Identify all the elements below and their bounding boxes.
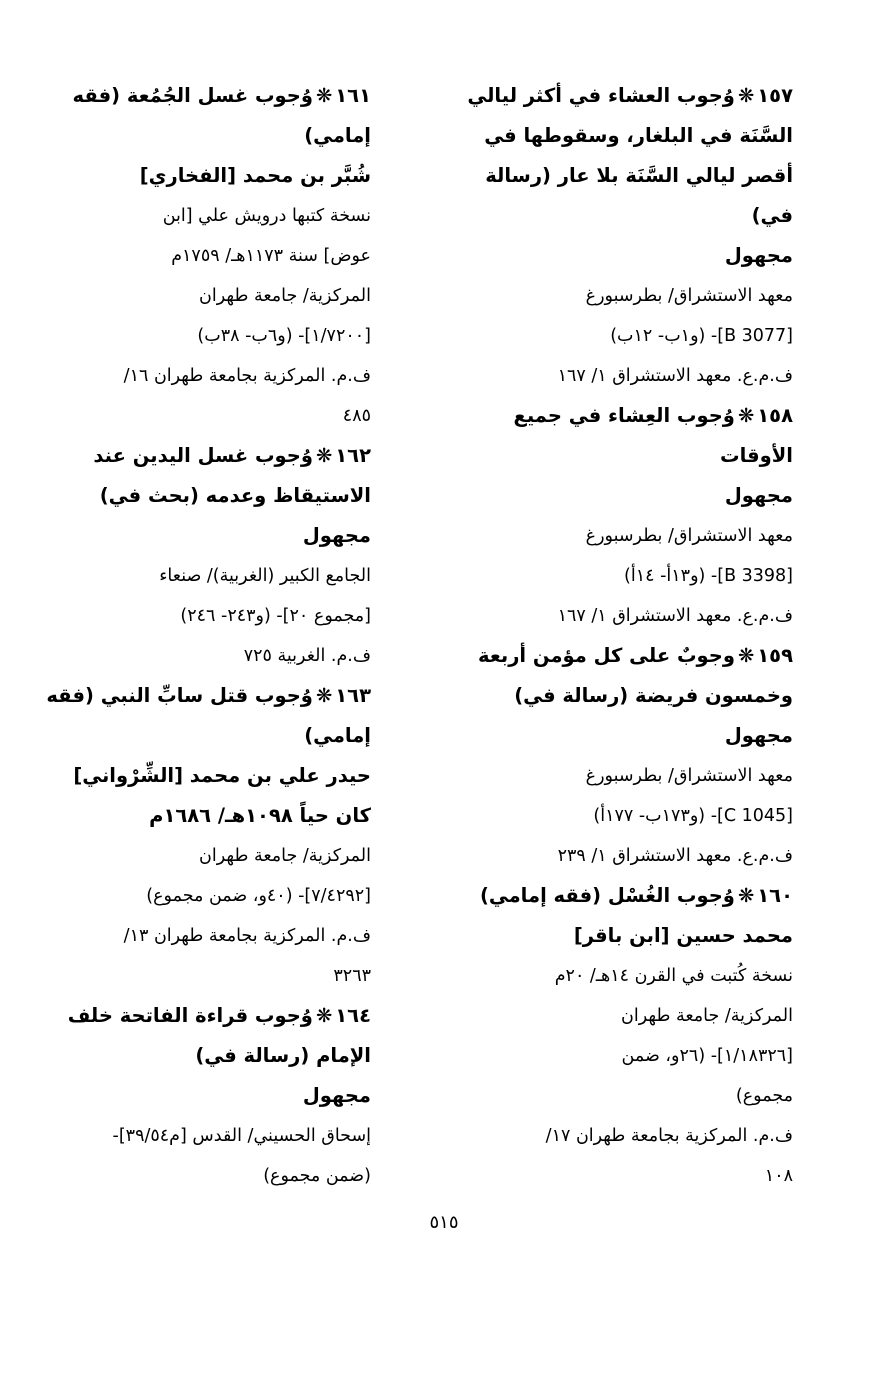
entry-detail: ٤٨٥ xyxy=(342,406,371,426)
entry-detail: [مجموع ٢٠]- (و٢٤٣- ٢٤٦) xyxy=(180,606,371,626)
entry-title-line xyxy=(453,76,793,116)
entry-title-line xyxy=(31,76,371,116)
entry-title-text: في) xyxy=(751,204,793,227)
entry-detail: المركزية/ جامعة طهران xyxy=(199,286,371,306)
entry-title-line xyxy=(453,676,793,716)
entry-title-text: الإمام (رسالة في) xyxy=(195,1044,371,1067)
entry-detail: معهد الاستشراق/ بطرسبورغ xyxy=(585,286,793,306)
entry-author: مجهول xyxy=(724,484,793,507)
entry-detail: [B 3398]- (و١٣أ- ١٤أ) xyxy=(624,566,793,586)
entry-title-text: إمامي) xyxy=(304,724,371,747)
catalog-entry xyxy=(31,76,371,436)
catalog-entry xyxy=(31,676,371,996)
entry-title-line xyxy=(453,636,793,676)
entry-detail: ف.م. الغربية ٧٢٥ xyxy=(243,646,371,666)
entry-number: ١٦٤ xyxy=(335,1004,371,1027)
star-icon: ❋ xyxy=(737,404,755,427)
entry-title-text: وُجوب العشاء في أكثر ليالي xyxy=(467,84,735,107)
entry-detail: مجموع) xyxy=(735,1086,793,1106)
entry-detail: إسحاق الحسيني/ القدس [م٣٩/٥٤]- xyxy=(112,1126,371,1146)
entry-author: محمد حسين [ابن باقر] xyxy=(573,924,793,947)
entry-detail: [C 1045]- (و١٧٣ب- ١٧٧أ) xyxy=(593,806,793,826)
entry-title-line xyxy=(453,156,793,196)
entry-title-text: وُجوب الغُسْل (فقه إمامي) xyxy=(479,884,735,907)
entry-detail: ف.م. المركزية بجامعة طهران ١٣/ xyxy=(123,926,371,946)
entry-detail: ف.م. المركزية بجامعة طهران ١٧/ xyxy=(545,1126,793,1146)
catalog-entry xyxy=(453,76,793,396)
entry-detail: الجامع الكبير (الغربية)/ صنعاء xyxy=(159,566,371,586)
entry-number: ١٥٩ xyxy=(757,644,793,667)
entry-detail: ٣٢٦٣ xyxy=(333,966,371,986)
entry-detail: المركزية/ جامعة طهران xyxy=(621,1006,793,1026)
entry-author: مجهول xyxy=(724,244,793,267)
entry-detail: [١/١٨٣٢٦]- (٢٦و، ضمن xyxy=(621,1046,793,1066)
entry-detail: نسخة كُتبت في القرن ١٤هـ/ ٢٠م xyxy=(554,966,793,986)
star-icon: ❋ xyxy=(315,684,333,707)
entry-author: حيدر علي بن محمد [الشِّرْواني] xyxy=(73,764,371,787)
entry-detail: ف.م. المركزية بجامعة طهران ١٦/ xyxy=(123,366,371,386)
star-icon: ❋ xyxy=(737,84,755,107)
left-column xyxy=(31,76,371,1196)
entry-detail: المركزية/ جامعة طهران xyxy=(199,846,371,866)
entry-title-line xyxy=(31,116,371,156)
entry-detail: [٧/٤٢٩٢]- (٤٠و، ضمن مجموع) xyxy=(146,886,371,906)
entry-title-text: الأوقات xyxy=(719,444,793,467)
entry-detail: عوض] سنة ١١٧٣هـ/ ١٧٥٩م xyxy=(171,246,371,266)
entry-number: ١٦١ xyxy=(335,84,371,107)
catalog-entry xyxy=(453,876,793,1196)
catalog-entry xyxy=(31,436,371,676)
entry-author: مجهول xyxy=(302,1084,371,1107)
entry-title-text: وُجوب غسل اليدين عند xyxy=(93,444,313,467)
entry-detail: ف.م.ع. معهد الاستشراق ١/ ٢٣٩ xyxy=(557,846,793,866)
entry-title-text: وُجوب غسل الجُمُعة (فقه xyxy=(72,84,313,107)
catalog-entry xyxy=(31,996,371,1196)
entry-author: مجهول xyxy=(302,524,371,547)
entry-title-line xyxy=(31,676,371,716)
entry-detail: معهد الاستشراق/ بطرسبورغ xyxy=(585,526,793,546)
entry-number: ١٦٣ xyxy=(335,684,371,707)
entry-detail: (ضمن مجموع) xyxy=(263,1166,371,1186)
star-icon: ❋ xyxy=(315,1004,333,1027)
entry-title-line xyxy=(31,436,371,476)
entry-title-line xyxy=(31,716,371,756)
entry-title-text: السَّنَة في البلغار، وسقوطها في xyxy=(484,124,793,147)
entry-detail: [١/٧٢٠٠]- (و٦ب- ٣٨ب) xyxy=(197,326,371,346)
entry-title-line xyxy=(31,996,371,1036)
entry-title-line xyxy=(453,436,793,476)
entry-title-line xyxy=(453,876,793,916)
entry-detail: ف.م.ع. معهد الاستشراق ١/ ١٦٧ xyxy=(557,606,793,626)
star-icon: ❋ xyxy=(315,84,333,107)
entry-detail: [B 3077]- (و١ب- ١٢ب) xyxy=(610,326,793,346)
entry-number: ١٥٧ xyxy=(757,84,793,107)
right-column xyxy=(453,76,793,1196)
page-number: ٥١٥ xyxy=(429,1212,459,1233)
entry-detail: ١٠٨ xyxy=(764,1166,793,1186)
entry-detail: معهد الاستشراق/ بطرسبورغ xyxy=(585,766,793,786)
entry-title-text: وُجوب قتل سابِّ النبي (فقه xyxy=(46,684,313,707)
star-icon: ❋ xyxy=(315,444,333,467)
entry-title-line xyxy=(31,1036,371,1076)
entry-number: ١٥٨ xyxy=(757,404,793,427)
entry-title-line xyxy=(453,196,793,236)
entry-title-line xyxy=(453,116,793,156)
entry-number: ١٦٢ xyxy=(335,444,371,467)
entry-title-text: أقصر ليالي السَّنَة بلا عار (رسالة xyxy=(485,164,793,187)
entry-title-line xyxy=(453,396,793,436)
star-icon: ❋ xyxy=(737,644,755,667)
entry-title-text: وُجوب العِشاء في جميع xyxy=(513,404,735,427)
entry-detail: نسخة كتبها درويش علي [ابن xyxy=(162,206,371,226)
entry-author: شُبَّر بن محمد [الفخاري] xyxy=(139,164,371,187)
entry-detail: ف.م.ع. معهد الاستشراق ١/ ١٦٧ xyxy=(557,366,793,386)
entry-title-text: الاستيقاظ وعدمه (بحث في) xyxy=(99,484,371,507)
entry-title-line xyxy=(31,476,371,516)
catalog-entry xyxy=(453,396,793,636)
entry-title-text: إمامي) xyxy=(304,124,371,147)
star-icon: ❋ xyxy=(737,884,755,907)
entry-author: كان حياً ١٠٩٨هـ/ ١٦٨٦م xyxy=(149,804,371,827)
entry-author: مجهول xyxy=(724,724,793,747)
entry-number: ١٦٠ xyxy=(757,884,793,907)
entry-title-text: وخمسون فريضة (رسالة في) xyxy=(514,684,793,707)
catalog-entry xyxy=(453,636,793,876)
entry-title-text: وُجوب قراءة الفاتحة خلف xyxy=(67,1004,313,1027)
entry-title-text: وجوبٌ على كل مؤمن أربعة xyxy=(478,644,735,667)
